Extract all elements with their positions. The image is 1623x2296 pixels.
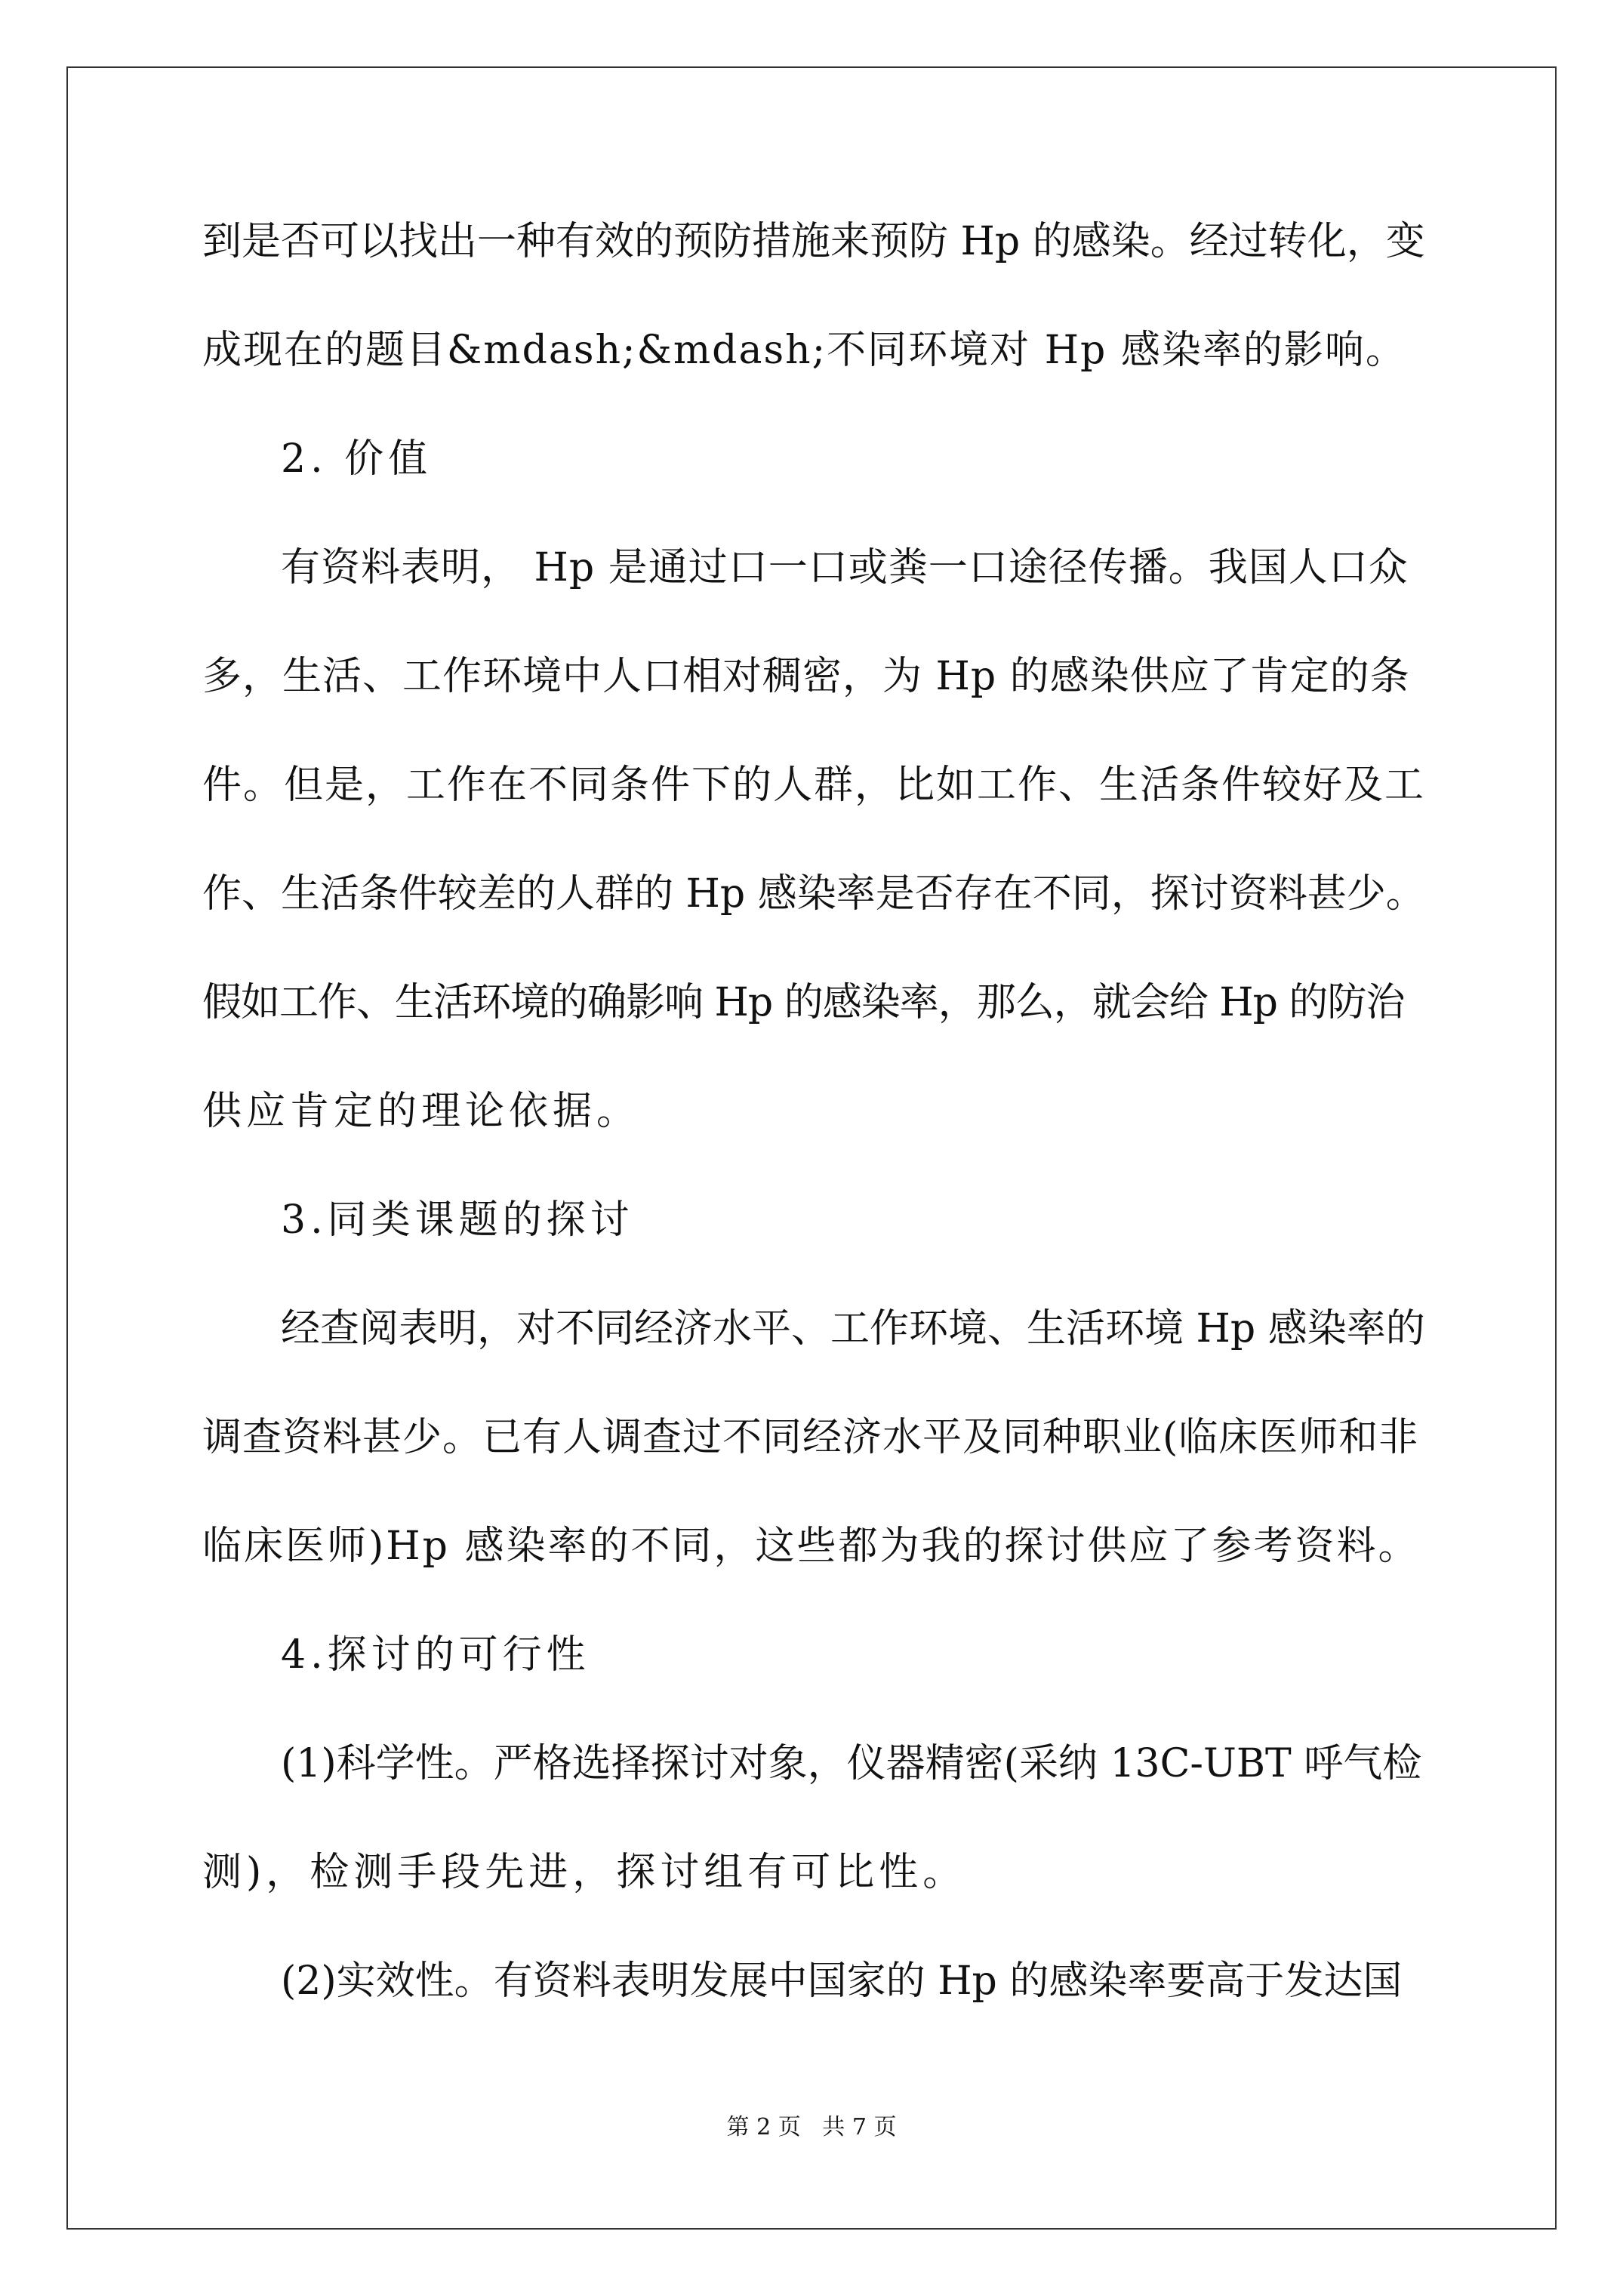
section-heading: 3.同类课题的探讨 bbox=[281, 1197, 634, 1243]
text-line: (1)科学性。严格选择探讨对象，仪器精密(采纳 13C-UBT 呼气检 bbox=[281, 1741, 1422, 1786]
text-line: 经查阅表明，对不同经济水平、工作环境、生活环境 Hp 感染率的 bbox=[281, 1306, 1425, 1351]
text-line: 测)，检测手段先进，探讨组有可比性。 bbox=[202, 1850, 967, 1895]
section-heading: 2. 价值 bbox=[281, 436, 433, 482]
text-line: 调查资料甚少。已有人调查过不同经济水平及同种职业(临床医师和非 bbox=[202, 1415, 1419, 1460]
text-line: 作、生活条件较差的人群的 Hp 感染率是否存在不同，探讨资料甚少。 bbox=[202, 871, 1425, 917]
text-line: 多，生活、工作环境中人口相对稠密，为 Hp 的感染供应了肯定的条 bbox=[202, 654, 1410, 699]
text-line: 到是否可以找出一种有效的预防措施来预防 Hp 的感染。经过转化，变 bbox=[202, 219, 1425, 264]
text-line: 成现在的题目&mdash;&mdash;不同环境对 Hp 感染率的影响。 bbox=[202, 328, 1406, 373]
text-line: 临床医师)Hp 感染率的不同，这些都为我的探讨供应了参考资料。 bbox=[202, 1524, 1420, 1569]
text-line: 件。但是，工作在不同条件下的人群，比如工作、生活条件较好及工 bbox=[202, 763, 1426, 808]
page-border bbox=[66, 66, 1557, 2230]
text-line: 供应肯定的理论依据。 bbox=[202, 1089, 641, 1134]
page-footer: 第 2 页 共 7 页 bbox=[726, 2114, 897, 2140]
text-line: 假如工作、生活环境的确影响 Hp 的感染率，那么，就会给 Hp 的防治 bbox=[202, 980, 1405, 1025]
text-line: (2)实效性。有资料表明发展中国家的 Hp 的感染率要高于发达国 bbox=[281, 1959, 1403, 2004]
section-heading: 4.探讨的可行性 bbox=[281, 1632, 590, 1678]
text-line: 有资料表明， Hp 是通过口一口或粪一口途径传播。我国人口众 bbox=[281, 545, 1409, 590]
